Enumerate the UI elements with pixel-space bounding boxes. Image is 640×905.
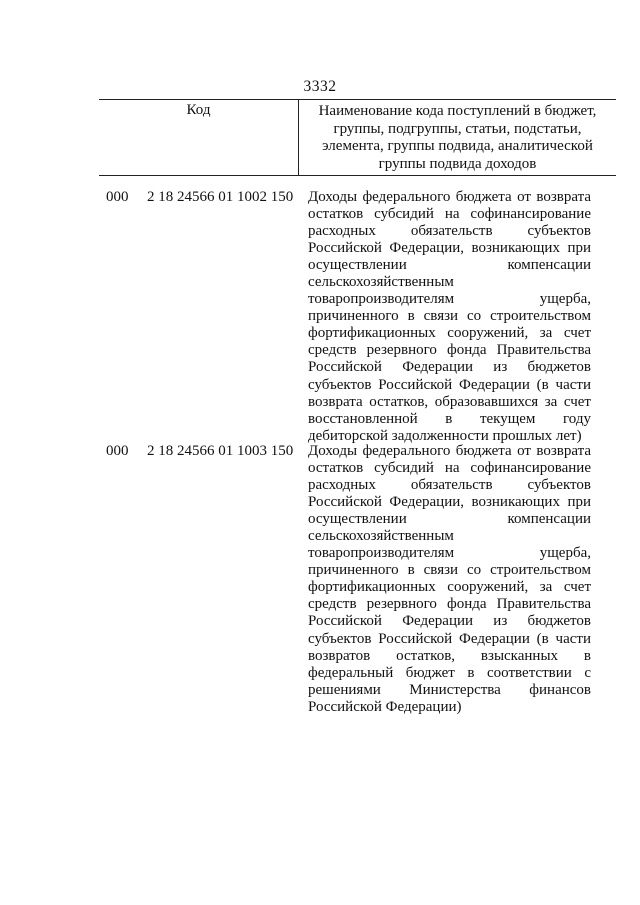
description-line: восстановленной в текущем году [308,410,591,427]
description-line: возврата остатков, образовавшихся за счет [308,393,591,410]
revenue-description [308,443,591,716]
description-line: Российской Федерации из бюджетов [308,613,591,630]
description-line: сельскохозяйственным [308,274,454,291]
description-line: решениями Министерства финансов [308,681,591,698]
description-line: осуществлении компенсации [308,257,591,274]
description-line: Российской Федерации) [308,698,462,715]
description-line: средств резервного фонда Правительства [308,596,591,613]
description-line: причиненного в связи со строительством [308,308,591,325]
page-number: 3332 [303,78,337,95]
description-line: фортификационных сооружений, за счет [308,579,591,596]
description-line: Российской Федерации, возникающих при [308,240,591,257]
description-line: субъектов Российской Федерации (в части [308,630,591,647]
description-line: средств резервного фонда Правительства [308,342,591,359]
description-line: дебиторской задолженности прошлых лет) [308,427,582,444]
description-line: возвратов остатков, взысканных в [308,647,591,664]
description-line: остатков субсидий на софинансирование [308,460,591,477]
description-line: субъектов Российской Федерации (в части [308,376,591,393]
revenue-code: 2 18 24566 01 1002 150 [147,189,294,205]
header-code-label: Код [99,100,299,175]
description-line: Доходы федерального бюджета от возврата [308,443,591,459]
description-line: Доходы федерального бюджета от возврата [308,189,591,205]
description-line: расходных обязательств субъектов [308,223,591,240]
header-name-label [299,100,616,175]
description-line: причиненного в связи со строительством [308,562,591,579]
header-name-line: элемента, группы подвида, аналитической [322,138,593,154]
description-line: осуществлении компенсации [308,511,591,528]
table-header [99,99,616,176]
description-line: Российской Федерации, возникающих при [308,494,591,511]
description-line: федеральный бюджет в соответствии с [308,664,591,681]
description-line: товаропроизводителям ущерба, [308,291,591,308]
header-name-line: группы подвида доходов [378,155,537,172]
admin-code: 000 [106,443,129,459]
description-line: Российской Федерации из бюджетов [308,359,591,376]
description-line: сельскохозяйственным [308,528,454,545]
description-line: расходных обязательств субъектов [308,477,591,494]
description-line: остатков субсидий на софинансирование [308,206,591,223]
description-line: фортификационных сооружений, за счет [308,325,591,342]
revenue-code: 2 18 24566 01 1003 150 [147,443,294,459]
revenue-description [308,189,591,445]
header-name-line: Наименование кода поступлений в бюджет, [318,103,597,119]
admin-code: 000 [106,189,129,205]
description-line: товаропроизводителям ущерба, [308,545,591,562]
header-name-line: группы, подгруппы, статьи, подстатьи, [333,120,582,137]
